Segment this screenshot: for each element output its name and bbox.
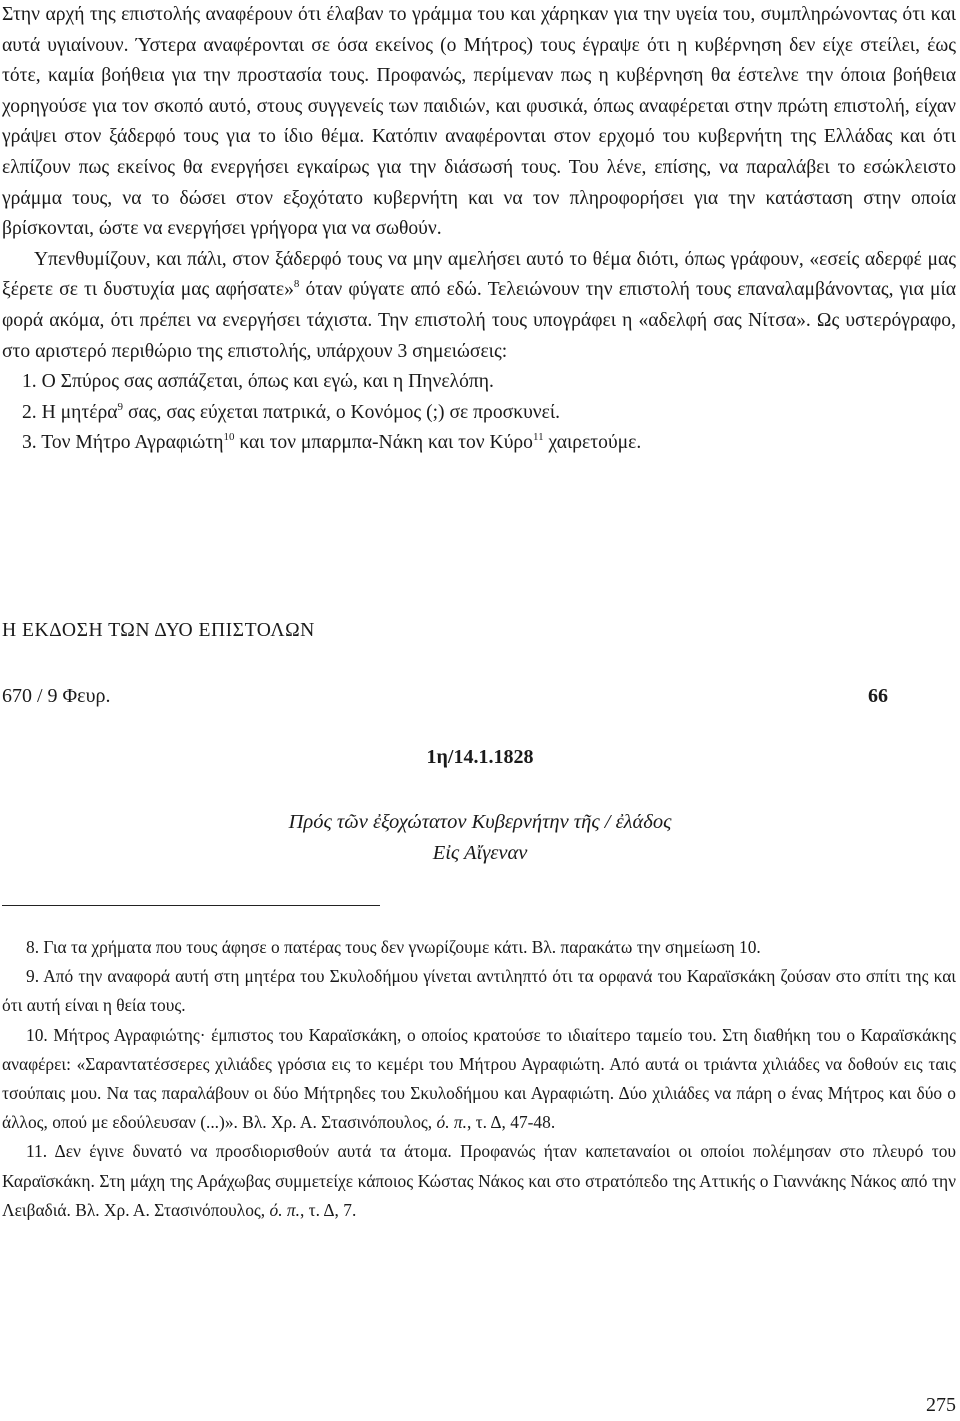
note-text: 1. Ο Σπύρος σας ασπάζεται, όπως και εγώ, και η Πηνελόπη. — [22, 371, 494, 393]
footnote-ref: 11 — [532, 431, 544, 444]
address-line: Πρός τῶν ἐξοχώτατον Κυβερνήτην τῆς / ἐλάδος — [288, 811, 672, 833]
footnotes — [2, 933, 956, 1225]
note-text: χαιρετούμε. — [543, 432, 642, 454]
document-date: 1η/14.1.1828 — [426, 746, 534, 768]
footnote — [2, 1137, 956, 1225]
paragraph-text: Στην αρχή της επιστολής αναφέρουν ότι έλαβαν το γράμμα του και χάρηκαν για την υγεία του, συμπληρώνοντας ότι και αυτά υγιαίνουν. Ύστερα αναφέρονται σε όσα εκείνος (ο Μήτρος) τους έγραψε ότι η κυβέρνηση δεν είχε στείλει, έως τότε, καμία βοήθεια για την προστασία τους. Προφανώς, περίμεναν πως η κυβέρνηση θα έστελνε την όποια βοήθεια χορηγούσε για τον σκοπό αυτό, στους συγγενείς των παιδιών, και φυσικά, όπως αναφέρεται στην πρώτη επιστολή, είχαν γράψει στον ξάδερφό τους για το ίδιο θέμα. Κατόπιν αναφέρονται στον ερχομό του κυβερνήτη της Ελλάδας και ότι ελπίζουν πως εκείνος θα ενεργήσει εγκαίρως για την διάσωσή τους. Του λένε, επίσης, να παραλάβει το εσώκλειστο γράμμα τους, να το δώσει στον εξοχότατο κυβερνήτη και να τον πληροφορήσει για την κατάσταση στην οποία βρίσκονται, ώστε να ενεργήσει γρήγορα για να σωθούν. — [2, 4, 956, 240]
footnote-text: 9. Από την αναφορά αυτή στη μητέρα του Σκυλοδήμου γίνεται αντιληπτό ότι τα ορφανά του Καραϊσκάκη ζούσαν στο σπίτι της και ότι αυτή είναι η θεία τους. — [2, 966, 956, 1016]
footnote-citation: ό. π. — [269, 1199, 300, 1220]
note-text: και τον μπαρμπα-Νάκη και τον Κύρο — [234, 432, 533, 454]
document-reference: 670 / 9 Φευρ. — [2, 685, 111, 707]
page-number: 275 — [926, 1394, 956, 1416]
footnote-ref: 9 — [117, 400, 124, 413]
postscript-note — [2, 367, 956, 398]
footnote-text: , τ. Δ, 7. — [299, 1199, 357, 1220]
footnote-ref: 8 — [293, 278, 300, 291]
footnote-citation: ό. π. — [436, 1112, 467, 1133]
footnote — [2, 962, 956, 1020]
section-title: Η ΕΚΔΟΣΗ ΤΩΝ ΔΥΟ ΕΠΙΣΤΟΛΩΝ — [2, 620, 315, 641]
body-text — [2, 0, 956, 459]
paragraph-text: Υπενθυμίζουν, και πάλι, στον ξάδερφό τους να μην αμελήσει αυτό το θέμα διότι, όπως γράφουν, «εσείς αδερφέ μας ξέρετε σε τι δυστυχία μας αφήσατε» — [2, 248, 956, 301]
postscript-note — [2, 398, 956, 429]
note-text: 3. Τον Μήτρο Αγραφιώτη — [22, 432, 224, 454]
footnote-divider — [2, 905, 380, 906]
paragraph-text: όταν φύγατε από εδώ. Τελειώνουν την επιστολή τους επαναλαμβάνοντας, για μία φορά ακόμα, ότι πρέπει να ενεργήσει τάχιστα. Την επιστολή τους υπογράφει η «αδελφή σας Νίτσα». Ως υστερόγραφο, στο αριστερό περιθώριο της επιστολής, υπάρχουν 3 σημειώσεις: — [2, 279, 956, 362]
paragraph — [2, 245, 956, 367]
document-number: 66 — [868, 685, 888, 707]
note-text: σας, σας εύχεται πατρικά, ο Κονόμος (;) σε προσκυνεί. — [123, 401, 561, 423]
footnote-text: , τ. Δ, 47-48. — [466, 1112, 556, 1133]
paragraph — [2, 0, 956, 245]
footnote — [2, 933, 956, 962]
footnote-text: 8. Για τα χρήματα που τους άφησε ο πατέρας τους δεν γνωρίζουμε κάτι. Βλ. παρακάτω την σημείωση 10. — [26, 937, 761, 957]
footnote-ref: 10 — [223, 431, 235, 444]
footnote-text: 11. Δεν έγινε δυνατό να προσδιορισθούν αυτά τα άτομα. Προφανώς ήταν καπεταναίοι οι οποίοι πολέμησαν στο πλευρό του Καραϊσκάκη. Στη μάχη της Αράχωβας συμμετείχε κάποιος Κώστας Νάκος και στο στρατόπεδο της Αττικής ο Γιαννάκης Νάκος από την Λειβαδιά. Βλ. Χρ. Α. Στασινόπουλος, — [2, 1141, 956, 1220]
footnote — [2, 1021, 956, 1138]
note-text: 2. Η μητέρα — [22, 401, 118, 423]
footnote-text: 10. Μήτρος Αγραφιώτης· έμπιστος του Καραϊσκάκη, ο οποίος κρατούσε το ιδιαίτερο ταμείο του. Στη διαθήκη του ο Καραϊσκάκης αναφέρει: «Σαραντατέσσερες χιλιάδες γρόσια εις το κεμέρι του Μήτρου Αγραφιώτη. Από αυτά οι τριάντα χιλιάδες να δοθούν εις ταις τσούπαις μου. Να τας παραλάβουν οι δύο Μήτρηδες του Σκυλοδήμου και Αγραφιώτη. Δύο χιλιάδες να πάρη ο ένας Μήτρος και δύο ο άλλος, οπού με εδούλευσαν (...)». Βλ. Χρ. Α. Στασινόπουλος, — [2, 1024, 956, 1133]
address-line: Εἰς Αἴγεναν — [432, 842, 528, 864]
postscript-note — [2, 428, 956, 459]
